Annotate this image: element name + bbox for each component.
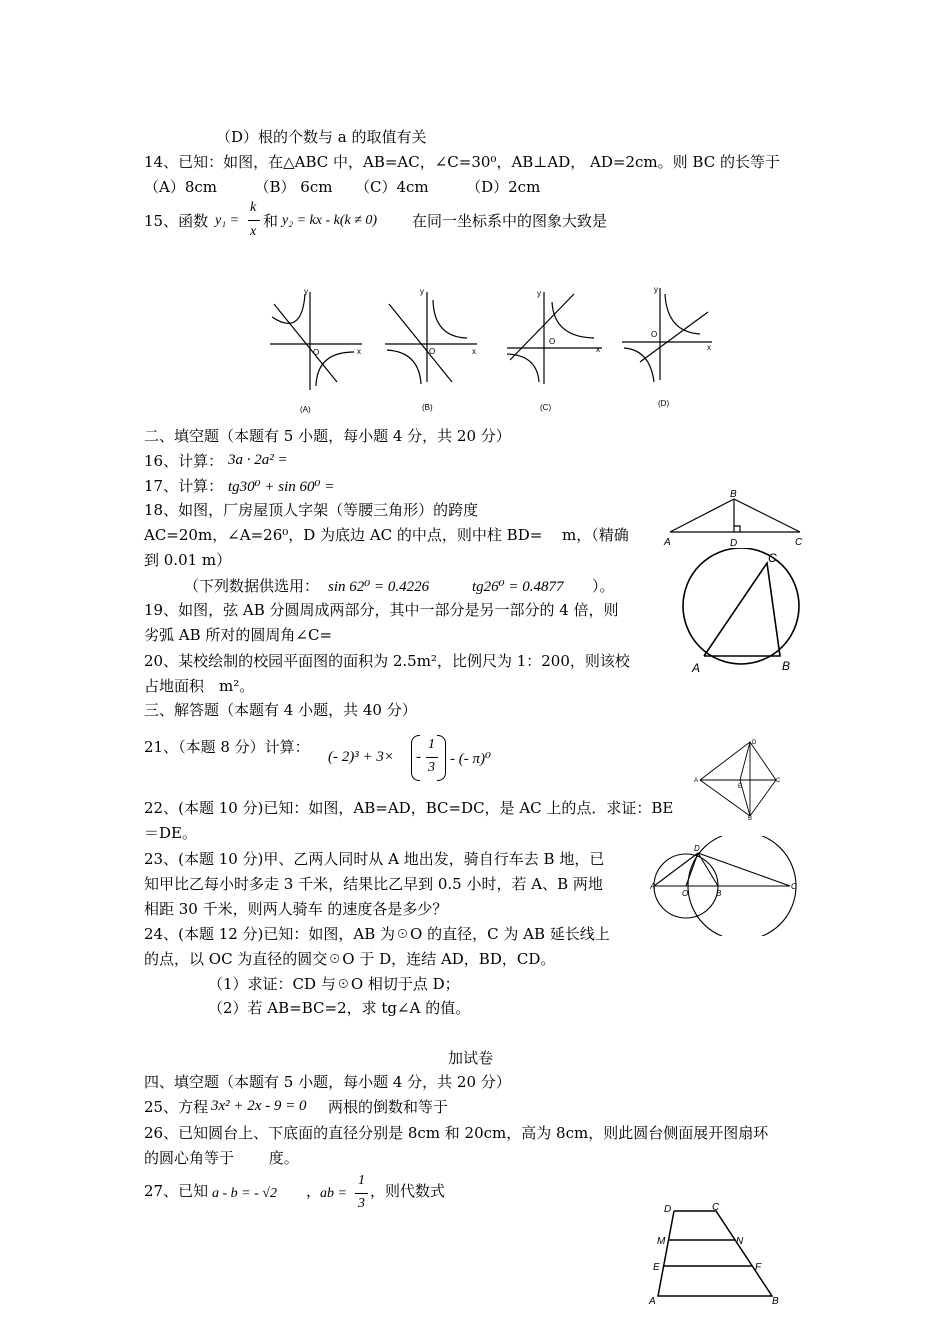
q24-text-1: 24、(本题 12 分)已知：如图，AB 为☉O 的直径，C 为 AB 延长线上 (144, 925, 610, 943)
graph-a-y: y (304, 287, 308, 296)
kite-label-a: A (694, 778, 699, 784)
q21-math-a: (- 2)³ + 3× (328, 749, 394, 765)
q21-text: 21、（本题 8 分）计算： (144, 738, 310, 756)
q26-text-1: 26、已知圆台上、下底面的直径分别是 8cm 和 20cm，高为 8cm，则此圆台侧面展开图扇环 (144, 1124, 769, 1142)
two-circles-figure (650, 836, 800, 936)
trap-label-e: E (653, 1262, 660, 1273)
roof-label-a: A (664, 537, 671, 548)
graph-c-o: O (549, 337, 556, 346)
q17-math: tg30⁰ + sin 60⁰ = (228, 479, 335, 495)
circles2-label-o: O (682, 889, 689, 898)
circles2-label-d: D (694, 844, 700, 853)
graph-b-label: (B) (422, 403, 433, 412)
graph-d-y: y (654, 285, 658, 294)
graph-d (622, 288, 712, 382)
roof-label-c: C (795, 537, 803, 548)
q27-one: 1 (358, 1173, 365, 1188)
trap-label-n: N (736, 1236, 744, 1247)
q18-data-tg: tg26⁰ = 0.4877 (472, 579, 564, 595)
q27-three: 3 (358, 1196, 365, 1211)
q18-data-prefix: （下列数据供选用： (184, 577, 320, 595)
graph-a-o: O (313, 348, 320, 357)
q21-one: 1 (428, 737, 435, 752)
q22-text-2: ＝DE。 (144, 824, 197, 842)
q18-text-2: AC=20m，∠A=26⁰，D 为底边 AC 的中点，则中柱 BD= m，（精确 (144, 526, 629, 544)
graph-b (385, 292, 477, 384)
q25-prefix: 25、方程 (144, 1098, 209, 1116)
circle-label-a: A (692, 661, 701, 675)
graph-a-label: (A) (300, 405, 311, 414)
q15-x: x (250, 224, 257, 239)
graph-a (270, 292, 362, 390)
q25-suffix: 两根的倒数和等于 (328, 1098, 449, 1116)
q18-data-suffix: ）。 (592, 577, 615, 595)
q23-text-2: 知甲比乙每小时多走 3 千米，结果比乙早到 0.5 小时，若 A、B 两地 (144, 875, 603, 893)
q17-text: 17、计算： (144, 477, 224, 495)
q15-y1: y₁ = (215, 213, 240, 228)
q15-k: k (250, 200, 257, 215)
roof-truss-figure (662, 487, 812, 549)
q15-y2: y₂ = kx - k(k ≠ 0) (282, 213, 378, 228)
graph-b-o: O (429, 347, 436, 356)
q16-text: 16、计算： (144, 452, 224, 470)
q15-and: 和 (263, 212, 279, 230)
q27-math-b: ab = (320, 1186, 347, 1201)
q19-text-1: 19、如图，弦 AB 分圆周成两部分，其中一部分是另一部分的 4 倍，则 (144, 601, 619, 619)
graph-d-o: O (651, 330, 658, 339)
q15-prefix: 15、函数 (144, 212, 209, 230)
circles2-label-a: A (650, 882, 656, 891)
section-3-heading: 三、解答题（本题有 4 小题，共 40 分） (144, 701, 417, 719)
kite-label-e: E (738, 784, 743, 790)
q27-suffix: ，则代数式 (370, 1182, 446, 1200)
circles2-label-c: C (791, 882, 797, 891)
q27-prefix: 27、已知 (144, 1182, 209, 1200)
graph-b-x: x (472, 347, 476, 356)
q27-math-a: a - b = - √2 (212, 1186, 277, 1201)
trap-label-f: F (755, 1262, 762, 1273)
q21-three: 3 (428, 760, 435, 775)
section-2-heading: 二、填空题（本题有 5 小题，每小题 4 分，共 20 分） (144, 427, 511, 445)
q25-math: 3x² + 2x - 9 = 0 (211, 1098, 307, 1114)
trap-label-m: M (657, 1236, 666, 1247)
q24-part-2: （2）若 AB=BC=2，求 tg∠A 的值。 (208, 999, 471, 1017)
circle-triangle-figure (676, 548, 811, 678)
q27-comma: ， (306, 1182, 322, 1200)
q20-text-2: 占地面积 m²。 (144, 677, 255, 695)
roof-label-b: B (730, 489, 737, 500)
q18-text-3: 到 0.01 m） (144, 551, 232, 569)
trap-label-b: B (772, 1296, 779, 1307)
bonus-title: 加试卷 (448, 1049, 494, 1067)
q14-options: （A）8cm （B） 6cm （C）4cm （D）2cm (144, 178, 541, 196)
q18-data-sin: sin 62⁰ = 0.4226 (328, 579, 430, 595)
kite-label-c: C (776, 778, 781, 784)
trap-label-c: C (712, 1202, 720, 1213)
q21-math-c: - (- π)⁰ (450, 751, 492, 767)
q16-math: 3a · 2a² = (228, 452, 288, 468)
kite-label-d: D (752, 740, 757, 746)
graph-c-y: y (537, 289, 541, 298)
q15-graphs (262, 282, 727, 417)
graph-d-x: x (707, 343, 711, 352)
graph-d-label: (D) (658, 399, 670, 408)
circles2-label-b: B (716, 889, 722, 898)
graph-a-x: x (357, 347, 361, 356)
circle-label-b: B (782, 659, 791, 673)
q24-part-1: （1）求证：CD 与☉O 相切于点 D； (208, 975, 460, 993)
circle-label-c: C (768, 551, 777, 565)
graph-c-x: x (596, 345, 600, 354)
q19-text-2: 劣弧 AB 所对的圆周角∠C= (144, 626, 333, 644)
trapezoid-figure (648, 1200, 788, 1308)
section-4-heading: 四、填空题（本题有 5 小题，每小题 4 分，共 20 分） (144, 1073, 511, 1091)
q15-fraction-bar (248, 220, 260, 221)
q24-text-2: 的点，以 OC 为直径的圆交☉O 于 D，连结 AD，BD，CD。 (144, 950, 556, 968)
q15-suffix: 在同一坐标系中的图象大致是 (412, 212, 608, 230)
trap-label-d: D (664, 1204, 672, 1215)
q26-text-2: 的圆心角等于 度。 (144, 1149, 299, 1167)
kite-label-b: B (748, 816, 753, 820)
option-d-line: （D）根的个数与 a 的取值有关 (216, 128, 427, 146)
kite-figure (692, 736, 782, 820)
q22-text-1: 22、(本题 10 分)已知：如图，AB=AD，BC=DC，是 AC 上的点．求证：BE (144, 799, 674, 817)
roof-label-d: D (730, 538, 738, 549)
q14-text: 14、已知：如图，在△ABC 中，AB=AC，∠C=30⁰，AB⊥AD， AD=2cm。则 BC 的长等于 (144, 153, 780, 171)
q23-text-3: 相距 30 千米，则两人骑车 的速度各是多少？ (144, 900, 448, 918)
graph-c-label: (C) (540, 403, 552, 412)
q21-minus: - (416, 749, 421, 765)
q21-paren-right (437, 735, 446, 781)
q27-fraction-bar (355, 1193, 368, 1194)
trap-label-a: A (649, 1296, 656, 1307)
q20-text-1: 20、某校绘制的校园平面图的面积为 2.5m²，比例尺为 1：200，则该校 (144, 652, 630, 670)
q23-text-1: 23、(本题 10 分)甲、乙两人同时从 A 地出发，骑自行车去 B 地，已 (144, 850, 605, 868)
q18-text-1: 18、如图，厂房屋顶人字架（等腰三角形）的跨度 (144, 501, 479, 519)
graph-b-y: y (420, 287, 424, 296)
